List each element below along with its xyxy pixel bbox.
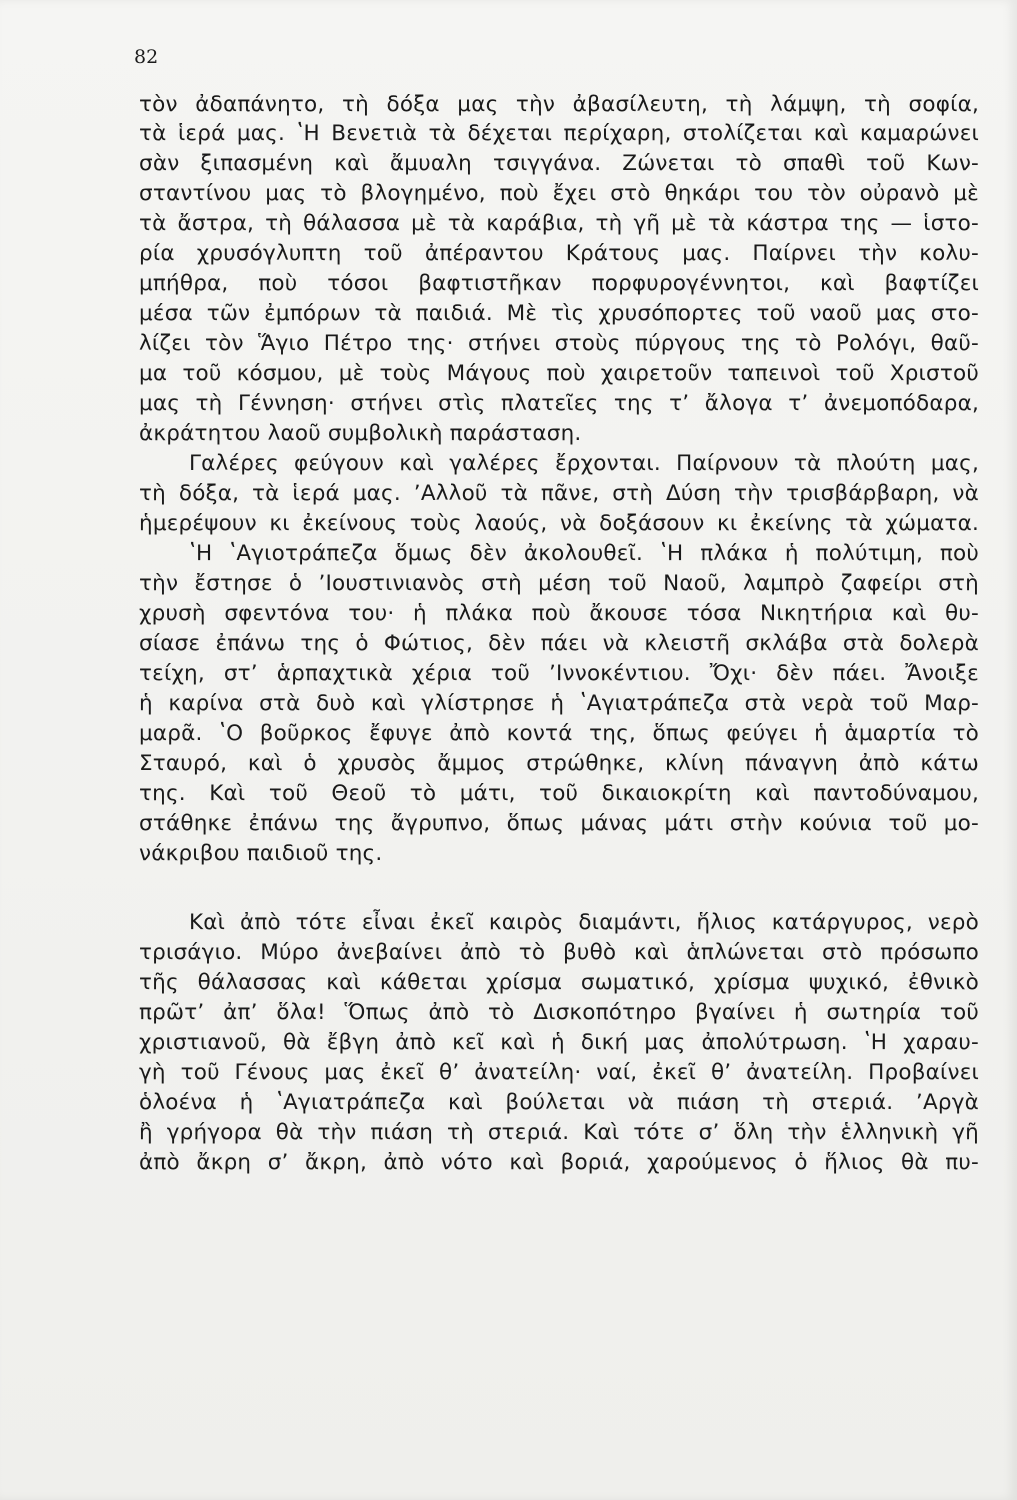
text-line: τὸν ἀδαπάνητο, τὴ δόξα μας τὴν ἀβασίλευτη, τὴ λάμψη, τὴ σοφία, xyxy=(139,92,979,117)
text-line: τρισάγιο. Μύρο ἀνεβαίνει ἀπὸ τὸ βυθὸ καὶ ἁπλώνεται στὸ πρόσωπο xyxy=(139,940,979,965)
text-line: σταντίνου μας τὸ βλογημένο, ποὺ ἔχει στὸ θηκάρι του τὸν οὐρανὸ μὲ xyxy=(139,181,979,206)
text-line: μα τοῦ κόσμου, μὲ τοὺς Μάγους ποὺ χαιρετοῦν ταπεινοὶ τοῦ Χριστοῦ xyxy=(139,361,979,386)
text-line: μπήθρα, ποὺ τόσοι βαφτιστῆκαν πορφυρογέννητοι, καὶ βαφτίζει xyxy=(139,271,979,296)
text-line: λίζει τὸν Ἅγιο Πέτρο της· στήνει στοὺς πύργους της τὸ Ρολόγι, θαῦ- xyxy=(139,331,979,356)
text-line: νάκριβου παιδιοῦ της. xyxy=(139,841,383,866)
text-line: της. Καὶ τοῦ Θεοῦ τὸ μάτι, τοῦ δικαιοκρίτη καὶ παντοδύναμου, xyxy=(139,781,979,806)
text-line: σὰν ξιπασμένη καὶ ἄμυαλη τσιγγάνα. Ζώνεται τὸ σπαθὶ τοῦ Κων- xyxy=(139,151,979,176)
text-line: Σταυρό, καὶ ὁ χρυσὸς ἄμμος στρώθηκε, κλίνη πάναγνη ἀπὸ κάτω xyxy=(139,751,979,776)
text-line: μέσα τῶν ἐμπόρων τὰ παιδιά. Μὲ τὶς χρυσόπορτες τοῦ ναοῦ μας στο- xyxy=(139,301,979,326)
text-line: χριστιανοῦ, θὰ ἔβγη ἀπὸ κεῖ καὶ ἡ δική μας ἀπολύτρωση. ʽΗ χαραυ- xyxy=(139,1030,979,1055)
text-line: Γαλέρες φεύγουν καὶ γαλέρες ἔρχονται. Παίρνουν τὰ πλούτη μας, xyxy=(189,451,979,476)
text-line: τὴ δόξα, τὰ ἱερά μας. ʼΑλλοῦ τὰ πᾶνε, στὴ Δύση τὴν τρισβάρβαρη, νὰ xyxy=(139,481,979,506)
text-line: Καὶ ἀπὸ τότε εἶναι ἐκεῖ καιρὸς διαμάντι, ἥλιος κατάργυρος, νερὸ xyxy=(189,910,979,935)
text-line: τῆς θάλασσας καὶ κάθεται χρίσμα σωματικό, χρίσμα ψυχικό, ἐθνικὸ xyxy=(139,970,979,995)
text-line: ʽΗ ʽΑγιοτράπεζα ὅμως δὲν ἀκολουθεῖ. ʽΗ πλάκα ἡ πολύτιμη, ποὺ xyxy=(189,541,979,566)
page-number: 82 xyxy=(134,46,159,68)
text-line: γὴ τοῦ Γένους μας ἐκεῖ θ’ ἀνατείλη· ναί, ἐκεῖ θ’ ἀνατείλη. Προβαίνει xyxy=(139,1060,979,1085)
text-line: πρῶτ’ ἀπ’ ὅλα! Ὅπως ἀπὸ τὸ Δισκοπότηρο βγαίνει ἡ σωτηρία τοῦ xyxy=(139,1000,979,1025)
text-line: τὰ ἱερά μας. ʽΗ Βενετιὰ τὰ δέχεται περίχαρη, στολίζεται καὶ καμαρώνει xyxy=(139,121,979,146)
text-line: ἀπὸ ἄκρη σ’ ἄκρη, ἀπὸ νότο καὶ βοριά, χαρούμενος ὁ ἥλιος θὰ πυ- xyxy=(139,1150,979,1175)
text-line: τὰ ἄστρα, τὴ θάλασσα μὲ τὰ καράβια, τὴ γῆ μὲ τὰ κάστρα της — ἱστο- xyxy=(139,211,979,236)
text-line: ἡμερέψουν κι ἐκείνους τοὺς λαούς, νὰ δοξάσουν κι ἐκείνης τὰ χώματα. xyxy=(139,511,979,536)
text-line: σίασε ἐπάνω της ὁ Φώτιος, δὲν πάει νὰ κλειστῆ σκλάβα στὰ δολερὰ xyxy=(139,631,979,656)
text-line: χρυσὴ σφεντόνα του· ἡ πλάκα ποὺ ἄκουσε τόσα Νικητήρια καὶ θυ- xyxy=(139,601,979,626)
text-line: ἡ καρίνα στὰ δυὸ καὶ γλίστρησε ἡ ʽΑγιατράπεζα στὰ νερὰ τοῦ Μαρ- xyxy=(139,691,979,716)
text-line: τὴν ἔστησε ὁ ʼΙουστινιανὸς στὴ μέση τοῦ Ναοῦ, λαμπρὸ ζαφείρι στὴ xyxy=(139,571,979,596)
text-line: τείχη, στ’ ἁρπαχτικὰ χέρια τοῦ ʼΙννοκέντιου. Ὄχι· δὲν πάει. Ἄνοιξε xyxy=(139,661,979,686)
text-line: ρία χρυσόγλυπτη τοῦ ἀπέραντου Κράτους μας. Παίρνει τὴν κολυ- xyxy=(139,241,979,266)
text-line: ἀκράτητου λαοῦ συμβολικὴ παράσταση. xyxy=(139,421,582,446)
text-line: στάθηκε ἐπάνω της ἄγρυπνο, ὅπως μάνας μάτι στὴν κούνια τοῦ μο- xyxy=(139,811,979,836)
text-line: μας τὴ Γέννηση· στήνει στὶς πλατεῖες της τ’ ἄλογα τ’ ἀνεμοπόδαρα, xyxy=(139,391,979,416)
text-line: ὁλοένα ἡ ʽΑγιατράπεζα καὶ βούλεται νὰ πιάση τὴ στεριά. ʼΑργὰ xyxy=(139,1090,979,1115)
text-line: ἢ γρήγορα θὰ τὴν πιάση τὴ στεριά. Καὶ τότε σ’ ὅλη τὴν ἑλληνικὴ γῆ xyxy=(139,1120,979,1145)
text-line: μαρᾶ. ʽΟ βοῦρκος ἔφυγε ἀπὸ κοντά της, ὅπως φεύγει ἡ ἁμαρτία τὸ xyxy=(139,721,979,746)
